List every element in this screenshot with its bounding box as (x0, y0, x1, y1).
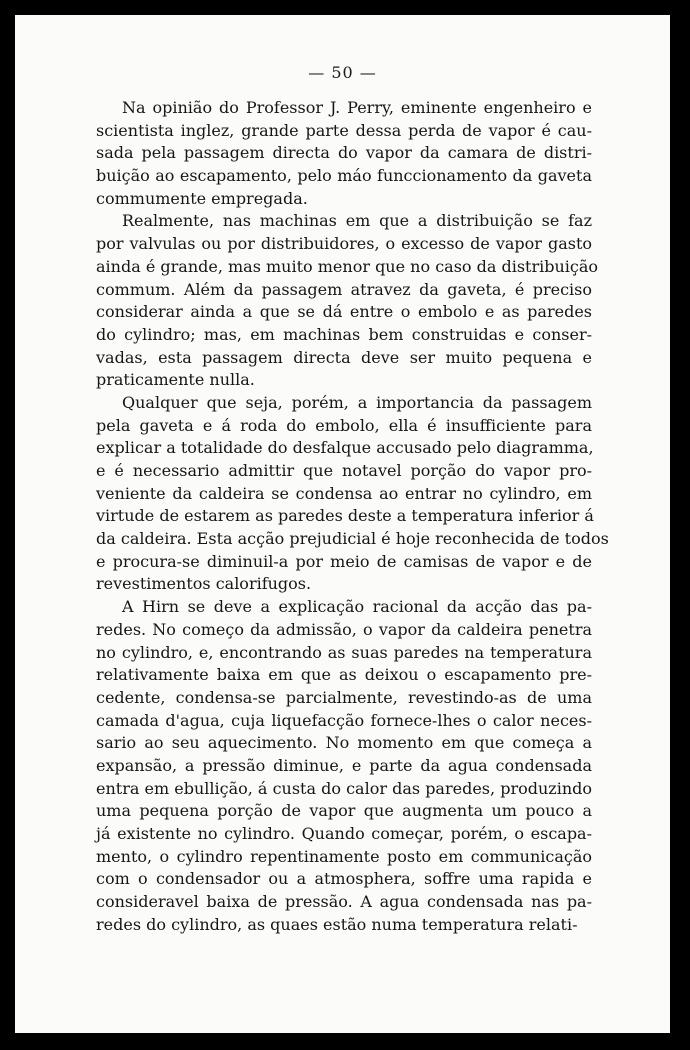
text-line: praticamente nulla. (96, 370, 255, 390)
text-line: cedente, condensa-se parcialmente, revestindo-as de uma (96, 687, 592, 707)
text-line: Na opinião do Professor J. Perry, eminente engenheiro e (122, 98, 592, 117)
paragraph (96, 210, 599, 392)
text-line: sada pela passagem directa do vapor da camara de distri- (96, 143, 592, 163)
body-text (96, 97, 609, 936)
text-line: expansão, a pressão diminue, e parte da agua condensada (96, 755, 592, 775)
text-line: do cylindro; mas, em machinas bem construidas e conser- (96, 324, 592, 344)
text-line: mento, o cylindro repentinamente posto em communicação (96, 846, 592, 866)
text-line: revestimentos calorifugos. (96, 574, 312, 594)
text-line: sario ao seu aquecimento. No momento em que começa a (96, 733, 592, 753)
text-line: já existente no cylindro. Quando começar, porém, o escapa- (96, 824, 592, 843)
text-line: Realmente, nas machinas em que a distribuição se faz (122, 211, 592, 231)
text-line: redes do cylindro, as quaes estão numa temperatura relati- (96, 914, 578, 934)
text-line: vadas, esta passagem directa deve ser muito pequena e (96, 347, 592, 367)
text-line: virtude de estarem as paredes deste a temperatura inferior á (96, 506, 594, 526)
text-line: entra em ebullição, á custa do calor das paredes, produzindo (96, 778, 592, 798)
text-line: redes. No começo da admissão, o vapor da caldeira penetra (96, 619, 592, 639)
paragraph (96, 596, 592, 936)
text-line: explicar a totalidade do desfalque accusado pelo diagramma, (96, 438, 594, 458)
text-line: uma pequena porção de vapor que augmenta um pouco a (96, 801, 592, 821)
paragraph (96, 392, 609, 596)
text-line: buição ao escapamento, pelo máo funccionamento da gaveta (96, 166, 592, 186)
text-line: Qualquer que seja, porém, a importancia da passagem (122, 392, 592, 412)
text-line: relativamente baixa em que as deixou o escapamento pre- (96, 665, 592, 685)
paragraph (96, 97, 592, 210)
text-line: no cylindro, e, encontrando as suas paredes na temperatura (96, 642, 592, 662)
text-line: commumente empregada. (96, 188, 308, 208)
text-line: e é necessario admittir que notavel porção do vapor pro- (96, 461, 592, 480)
text-line: da caldeira. Esta acção prejudicial é hoje reconhecida de todos (96, 529, 609, 549)
text-line: camada d'agua, cuja liquefacção fornece-lhes o calor neces- (96, 710, 592, 730)
text-line: commum. Além da passagem atravez da gaveta, é preciso (96, 279, 592, 299)
text-line: veniente da caldeira se condensa ao entrar no cylindro, em (96, 483, 592, 503)
text-line: consideravel baixa de pressão. A agua condensada nas pa- (96, 892, 592, 912)
text-line: scientista inglez, grande parte dessa perda de vapor é cau- (96, 120, 592, 140)
text-line: com o condensador ou a atmosphera, soffre uma rapida e (96, 869, 592, 889)
text-line: considerar ainda a que se dá entre o embolo e as paredes (96, 302, 592, 322)
text-line: A Hirn se deve a explicação racional da acção das pa- (122, 597, 592, 617)
text-line: e procura-se diminuil-a por meio de camisas de vapor e de (96, 551, 592, 571)
text-line: pela gaveta e á roda do embolo, ella é insufficiente para (96, 415, 592, 435)
text-line: por valvulas ou por distribuidores, o excesso de vapor gasto (96, 234, 592, 254)
text-line: ainda é grande, mas muito menor que no caso da distribuição (96, 256, 599, 276)
document-page (15, 15, 670, 1033)
page-number: — 50 — (308, 63, 377, 82)
